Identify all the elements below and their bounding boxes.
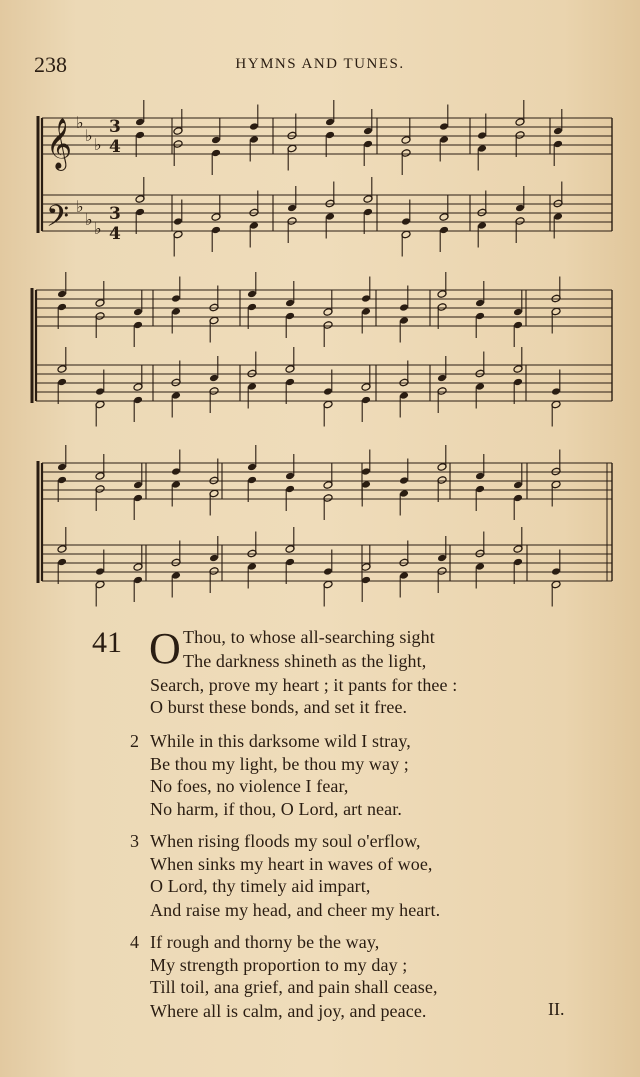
stanza4-number: 4 <box>130 932 139 952</box>
stanza4-line4: Where all is calm, and joy, and peace. <box>150 1001 427 1021</box>
stanza3-line1: When rising floods my soul o'erflow, <box>150 831 421 851</box>
stanza3-line3: O Lord, thy timely aid impart, <box>150 876 371 896</box>
stanza2-line4: No harm, if thou, O Lord, art near. <box>150 799 402 819</box>
time-sig-bottom-treble: 4 <box>109 137 121 157</box>
stanza1-line2: The darkness shineth as the light, <box>183 651 427 671</box>
page-number: 238 <box>34 52 67 77</box>
svg-text:♭: ♭ <box>94 219 102 238</box>
stanza2-line3: No foes, no violence I fear, <box>150 776 349 796</box>
time-sig-bottom-bass: 4 <box>109 224 121 244</box>
stanza2-line2: Be thou my light, be thou my way ; <box>150 754 409 774</box>
stanza4-line1: If rough and thorny be the way, <box>150 932 380 952</box>
svg-text:𝄢: 𝄢 <box>46 200 70 241</box>
svg-text:♭: ♭ <box>85 210 93 229</box>
stanza4-line3: Till toil, ana grief, and pain shall cease, <box>150 977 438 997</box>
svg-text:♭: ♭ <box>76 113 84 132</box>
key-signature-flats <box>76 113 102 238</box>
running-title: HYMNS AND TUNES. <box>235 56 405 72</box>
stanza1-line3: Search, prove my heart ; it pants for thee : <box>150 675 458 695</box>
staff-systems <box>32 116 612 583</box>
stanza3-line2: When sinks my heart in waves of woe, <box>150 854 433 874</box>
bass-clef-icon <box>46 200 69 241</box>
meter-mark: II. <box>548 999 565 1019</box>
drop-cap: O <box>149 624 181 673</box>
stanza3-number: 3 <box>130 831 139 851</box>
svg-text:♭: ♭ <box>94 135 102 154</box>
time-sig-top-treble: 3 <box>109 117 121 137</box>
hymn-number: 41 <box>92 626 122 659</box>
svg-text:♭: ♭ <box>76 197 84 216</box>
stanza2-line1: While in this darksome wild I stray, <box>150 731 411 751</box>
stanza1-line1: Thou, to whose all-searching sight <box>183 627 435 647</box>
note-heads <box>57 100 563 607</box>
stanza4-line2: My strength proportion to my day ; <box>150 955 408 975</box>
svg-text:♭: ♭ <box>85 126 93 145</box>
stanza3-line4: And raise my head, and cheer my heart. <box>150 900 441 920</box>
treble-clef-icon <box>46 118 72 171</box>
stanza1-line4: O burst these bonds, and set it free. <box>150 697 408 717</box>
time-sig-top-bass: 3 <box>109 204 121 224</box>
stanza2-number: 2 <box>130 731 139 751</box>
time-signature-treble <box>109 117 121 244</box>
svg-text:𝄞: 𝄞 <box>46 118 73 169</box>
